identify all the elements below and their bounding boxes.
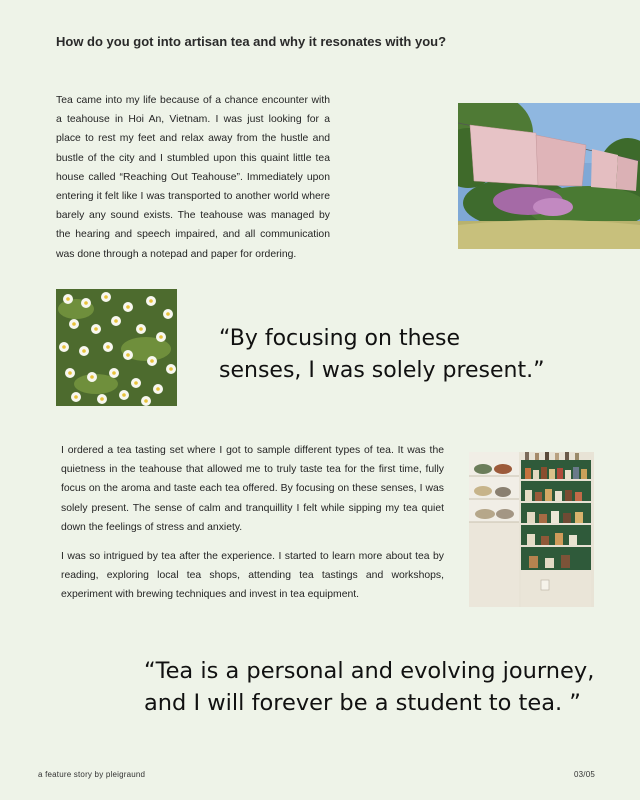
laundry-garden-photo bbox=[458, 103, 640, 249]
pull-quote-2-line-2: and I will forever be a student to tea. ” bbox=[144, 690, 581, 716]
pull-quote-1-line-1: “By focusing on these bbox=[219, 326, 461, 351]
intro-paragraph: Tea came into my life because of a chance encounter with a teahouse in Hoi An, Vietnam. I was just looking for a place to rest my feet and relax away from the hustle and bustle of the city and I stumbled upon this quaint little tea house called “Reaching Out Teahouse”. Immediately upon entering it felt like I was transported to another world where barely any sound exists. The teahouse was managed by the hearing and speech impaired, and all communication was done through a notepad and paper for ordering. bbox=[56, 95, 330, 260]
page-number: 03/05 bbox=[574, 770, 596, 779]
pull-quote-1 bbox=[219, 323, 545, 387]
footer-credit: a feature story by pleigraund bbox=[38, 770, 146, 779]
pull-quote-1-line-2: senses, I was solely present.” bbox=[219, 358, 545, 383]
pull-quote-2-line-1: “Tea is a personal and evolving journey, bbox=[144, 658, 595, 684]
teaware-shelves-photo bbox=[469, 452, 594, 607]
tasting-paragraph: I ordered a tea tasting set where I got to sample different types of tea. It was the quietness in the teahouse that allowed me to truly taste tea for the first time, fully focus on the aroma and taste each tea offered. By focusing on these senses, I was solely present. The sense of calm and tranquillity I felt while sipping my tea quiet down the feelings of stress and anxiety. bbox=[61, 445, 444, 533]
daisy-field-photo bbox=[56, 289, 177, 406]
pull-quote-2 bbox=[144, 655, 594, 719]
page-heading: How do you got into artisan tea and why it resonates with you? bbox=[56, 34, 447, 49]
learning-paragraph: I was so intrigued by tea after the experience. I started to learn more about tea by reading, exploring local tea shops, attending tea tastings and workshops, experiment with brewing techniques and invest in tea equipment. bbox=[61, 551, 444, 601]
